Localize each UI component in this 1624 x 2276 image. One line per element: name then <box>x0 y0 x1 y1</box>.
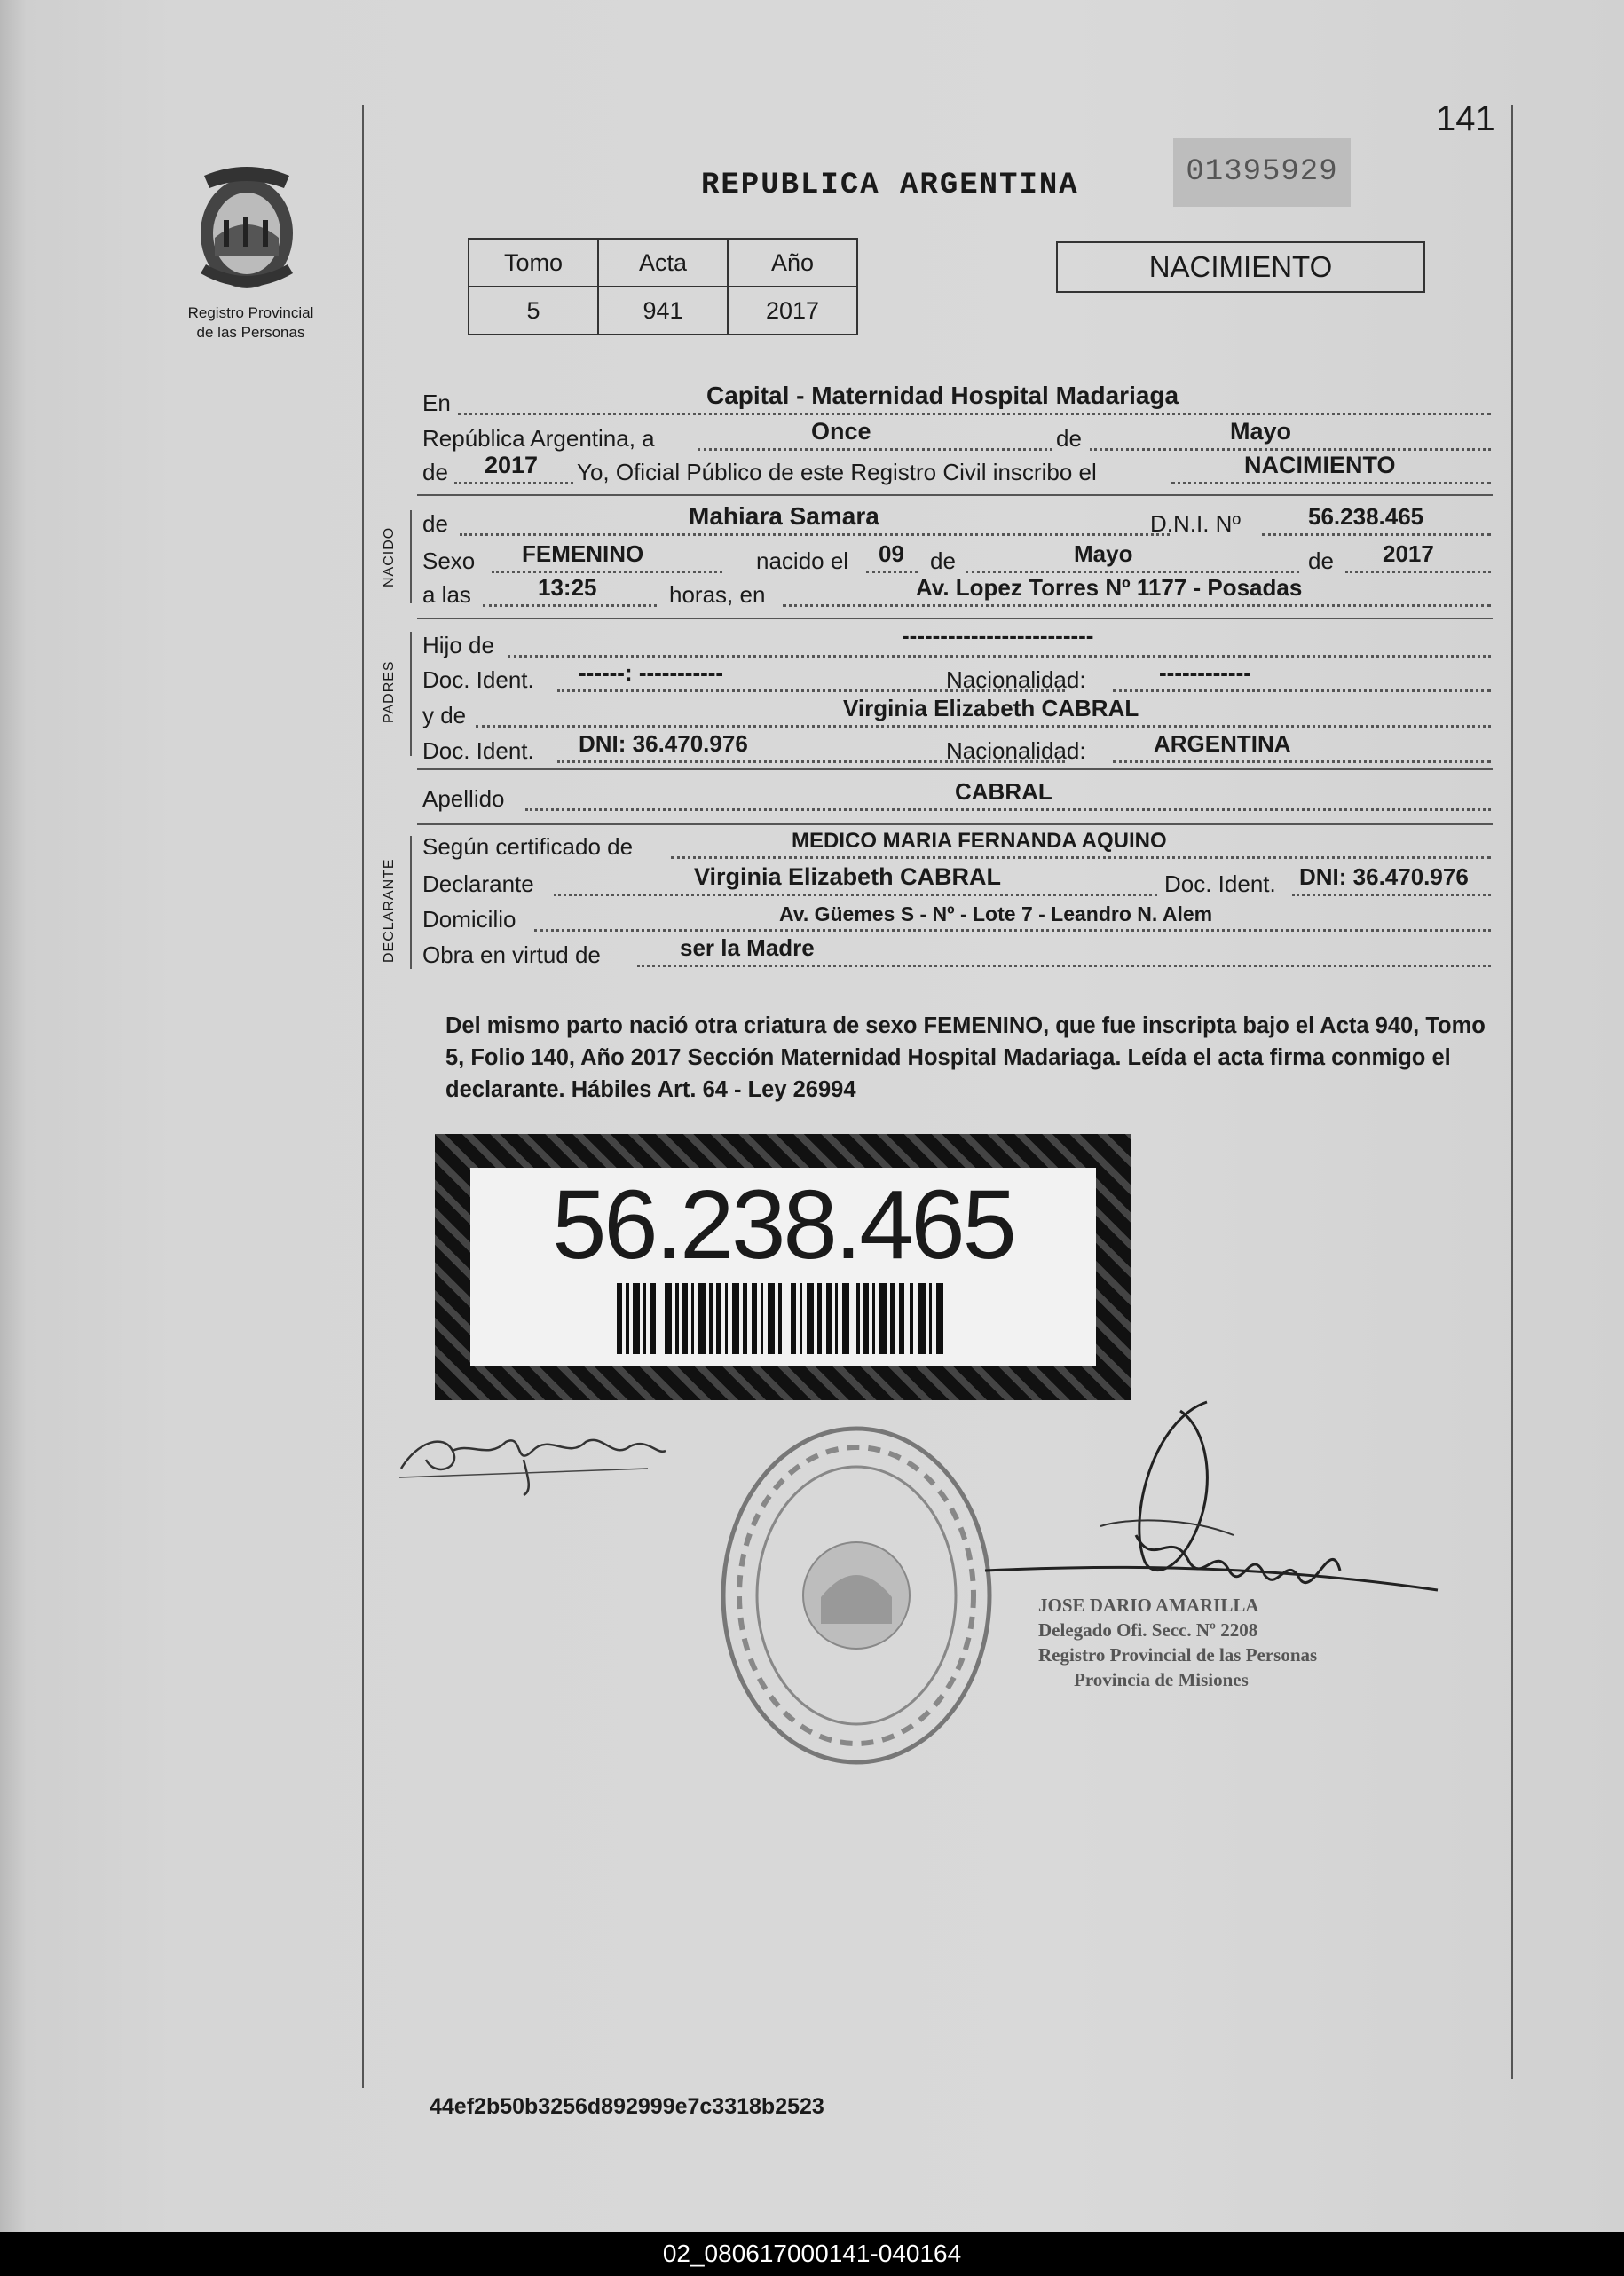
document-hash: 44ef2b50b3256d892999e7c3318b2523 <box>430 2094 824 2119</box>
label-apellido: Apellido <box>422 785 505 812</box>
apellido-value: CABRAL <box>955 778 1052 805</box>
domicilio-value: Av. Güemes S - Nº - Lote 7 - Leandro N. Alem <box>779 902 1213 925</box>
official-province: Provincia de Misiones <box>1074 1669 1249 1690</box>
birth-day-value: 09 <box>879 540 904 567</box>
padres-section-label: PADRES <box>382 660 397 723</box>
nacido-section-label: NACIDO <box>382 526 397 587</box>
dotted-line <box>783 604 1491 607</box>
label-obra-en-virtud: Obra en virtud de <box>422 941 601 968</box>
father-nationality-value: ------------ <box>1159 659 1251 686</box>
tomo-acta-table <box>468 238 858 335</box>
dotted-line <box>966 571 1299 573</box>
scan-id-footer: 02_080617000141-040164 <box>0 2232 1624 2276</box>
declarante-section-label: DECLARANTE <box>382 858 397 963</box>
label-dni: D.N.I. Nº <box>1150 510 1241 537</box>
child-dni-value: 56.238.465 <box>1308 503 1424 530</box>
label-nacionalidad: Nacionalidad: <box>946 737 1086 764</box>
dotted-line <box>1113 760 1491 763</box>
label-horas: horas, en <box>669 581 766 608</box>
anio-value: 2017 <box>728 287 857 335</box>
label-de: de <box>1056 425 1082 452</box>
registry-name <box>151 303 351 343</box>
barcode-panel <box>470 1168 1096 1366</box>
apellido-row <box>422 779 1491 815</box>
mother-doc-value: DNI: 36.470.976 <box>579 730 748 757</box>
label-en: En <box>422 390 451 416</box>
section-divider <box>417 768 1493 770</box>
tomo-value: 5 <box>469 287 598 335</box>
mother-name-row <box>422 696 1491 731</box>
official-row <box>422 453 1491 488</box>
id-barcode-label <box>435 1134 1131 1400</box>
acta-header: Acta <box>598 239 728 287</box>
dotted-line <box>554 894 1157 896</box>
dotted-line <box>483 604 657 607</box>
official-stamp-block <box>1038 1593 1317 1692</box>
birth-year-value: 2017 <box>1383 540 1434 567</box>
declarante-side-line <box>410 836 412 969</box>
nacido-name-row <box>422 504 1491 539</box>
sexo-value: FEMENINO <box>522 540 644 567</box>
dotted-line <box>1090 448 1491 451</box>
father-name-value: ------------------------- <box>902 622 1094 649</box>
obra-row <box>422 935 1491 971</box>
dotted-line <box>1345 571 1491 573</box>
dotted-line <box>671 856 1491 859</box>
father-doc-row <box>422 660 1491 696</box>
label-de: de <box>930 547 956 574</box>
label-domicilio: Domicilio <box>422 906 516 933</box>
birth-time-value: 13:25 <box>538 574 597 601</box>
dotted-line <box>698 448 1052 451</box>
act-type-value: NACIMIENTO <box>1244 452 1396 478</box>
birth-address-value: Av. Lopez Torres Nº 1177 - Posadas <box>916 574 1303 601</box>
declarante-doc-value: DNI: 36.470.976 <box>1299 863 1469 890</box>
tomo-header: Tomo <box>469 239 598 287</box>
label-doc-ident: Doc. Ident. <box>422 737 534 764</box>
dotted-line <box>476 725 1491 728</box>
nacido-side-line <box>410 510 412 603</box>
anio-header: Año <box>728 239 857 287</box>
date-row <box>422 419 1491 454</box>
father-doc-value: ------: ----------- <box>579 659 724 686</box>
declarant-signature <box>390 1406 674 1504</box>
label-nacionalidad: Nacionalidad: <box>946 666 1086 693</box>
dotted-line <box>454 482 573 484</box>
official-office: Registro Provincial de las Personas <box>1038 1644 1318 1666</box>
dotted-line <box>460 533 1170 536</box>
declarante-row <box>422 864 1491 900</box>
section-divider <box>417 823 1493 825</box>
label-nacido-el: nacido el <box>756 547 849 574</box>
barcode-bars <box>617 1283 950 1354</box>
dotted-line <box>1292 894 1491 896</box>
month-value: Mayo <box>1230 418 1292 445</box>
mother-doc-row <box>422 731 1491 767</box>
label-sexo: Sexo <box>422 547 476 574</box>
official-signature <box>976 1393 1455 1624</box>
dotted-line <box>508 655 1491 658</box>
label-de: de <box>1308 547 1334 574</box>
dotted-line <box>1171 482 1491 484</box>
serial-number: 01395929 <box>1173 138 1351 207</box>
birth-month-value: Mayo <box>1074 540 1133 567</box>
label-republica: República Argentina, a <box>422 425 655 452</box>
right-margin-line <box>1511 105 1513 2079</box>
label-de: de <box>422 510 448 537</box>
acta-value: 941 <box>598 287 728 335</box>
certificado-row <box>422 827 1491 862</box>
label-de: de <box>422 459 448 485</box>
section-divider <box>417 494 1493 496</box>
dotted-line <box>1113 689 1491 692</box>
official-name: JOSE DARIO AMARILLA <box>1038 1595 1259 1616</box>
page-number: 141 <box>1436 99 1495 138</box>
dotted-line <box>637 965 1491 967</box>
label-a-las: a las <box>422 581 471 608</box>
mother-name-value: Virginia Elizabeth CABRAL <box>843 695 1139 721</box>
section-divider <box>417 618 1493 619</box>
label-declarante: Declarante <box>422 870 534 897</box>
label-doc-ident: Doc. Ident. <box>422 666 534 693</box>
mother-nationality-value: ARGENTINA <box>1154 730 1291 757</box>
label-certificado: Según certificado de <box>422 833 634 860</box>
hijo-de-row <box>422 622 1491 661</box>
province-coat-of-arms-logo <box>186 158 307 300</box>
registry-official-seal <box>714 1420 998 1770</box>
dotted-line <box>866 571 918 573</box>
label-official: Yo, Oficial Público de este Registro Civil inscribo el <box>577 459 1097 485</box>
barcode-number: 56.238.465 <box>552 1170 1014 1280</box>
domicilio-row <box>422 900 1491 935</box>
label-doc-ident: Doc. Ident. <box>1164 870 1276 897</box>
birth-note-paragraph: Del mismo parto nació otra criatura de sexo FEMENINO, que fue inscripta bajo el Acta 940, Tomo 5, Folio 140, Año 2017 Sección Maternidad Hospital Madariaga. Leída el acta firma conmigo el declarante. Hábiles Art. 64 - Ley 26994 <box>445 1013 1486 1102</box>
declarante-name-value: Virginia Elizabeth CABRAL <box>694 863 1002 890</box>
dotted-line <box>492 571 722 573</box>
document-type-box: NACIMIENTO <box>1056 241 1425 293</box>
certificate-value: MEDICO MARIA FERNANDA AQUINO <box>792 829 1167 853</box>
day-word-value: Once <box>811 418 871 445</box>
padres-side-line <box>410 632 412 756</box>
document-title: REPUBLICA ARGENTINA <box>701 169 1079 202</box>
dotted-line <box>458 413 1491 415</box>
nacido-time-row <box>422 575 1491 610</box>
left-margin-line <box>362 105 364 2088</box>
place-row <box>422 383 1491 419</box>
label-hijo-de: Hijo de <box>422 632 494 658</box>
place-value: Capital - Maternidad Hospital Madariaga <box>706 382 1179 409</box>
registry-name-line2: de las Personas <box>196 324 305 341</box>
dotted-line <box>525 808 1491 811</box>
obra-value: ser la Madre <box>680 934 815 961</box>
registry-name-line1: Registro Provincial <box>187 304 314 321</box>
nacido-sex-row <box>422 541 1491 577</box>
child-name-value: Mahiara Samara <box>689 502 879 530</box>
dotted-line <box>534 929 1491 932</box>
dotted-line <box>1262 533 1491 536</box>
label-y-de: y de <box>422 702 467 728</box>
official-role: Delegado Ofi. Secc. Nº 2208 <box>1038 1619 1258 1641</box>
year-value: 2017 <box>485 452 539 478</box>
